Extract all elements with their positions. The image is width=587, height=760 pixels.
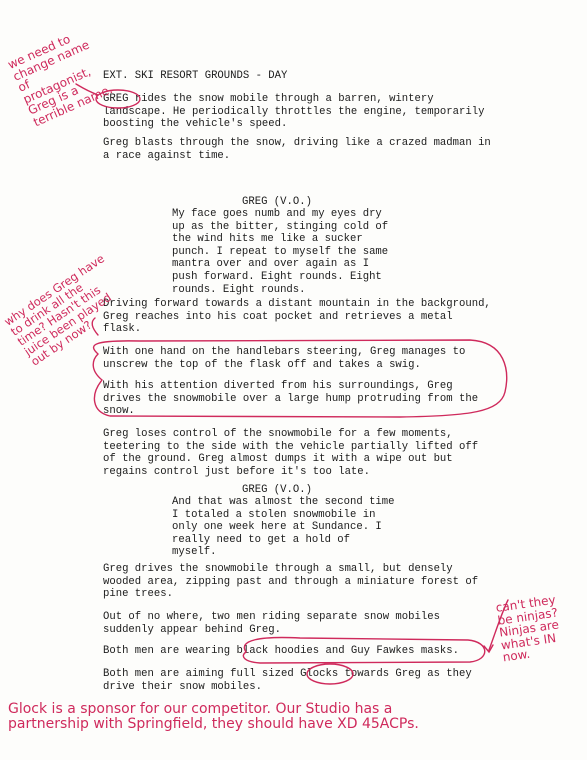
action-paragraph: Driving forward towards a distant mountain in the background, Greg reaches into his coat pocket and retrieves a metal flask. <box>103 298 491 336</box>
annotation-rename-greg: we need to change name of protagonist, Greg is a terrible name. <box>5 31 115 130</box>
circle-glocks <box>307 664 353 684</box>
annotation-drinking: why does Greg have to drink all the time? Hasn't this juice been played out by now? <box>1 250 114 369</box>
action-paragraph: With one hand on the handlebars steering, Greg manages to unscrew the top of the flask off and takes a swig. <box>103 346 466 371</box>
circle-flask-paragraphs <box>93 340 506 417</box>
annotation-glock-sponsor: Glock is a sponsor for our competitor. Our Studio has a partnership with Springfield, they should have XD 45ACPs. <box>8 701 419 732</box>
character-cue: GREG (V.O.) <box>242 484 312 496</box>
action-paragraph: Greg drives the snowmobile through a small, but densely wooded area, zipping past and through a miniature forest of pine trees. <box>103 563 479 601</box>
circle-hoodies-masks <box>243 638 484 663</box>
character-cue: GREG (V.O.) <box>242 196 312 208</box>
action-paragraph: Both men are wearing black hoodies and Guy Fawkes masks. <box>103 645 460 657</box>
scene-heading: EXT. SKI RESORT GROUNDS - DAY <box>103 70 288 82</box>
action-paragraph: GREG rides the snow mobile through a barren, wintery landscape. He periodically throttles the engine, temporarily boosting the vehicle's speed. <box>103 93 485 131</box>
action-paragraph: Out of no where, two men riding separate snow mobiles suddenly appear behind Greg. <box>103 611 440 636</box>
action-paragraph: Greg blasts through the snow, driving like a crazed madman in a race against time. <box>103 137 491 162</box>
action-paragraph: Both men are aiming full sized Glocks towards Greg as they drive their snow mobiles. <box>103 668 472 693</box>
dialogue-block: And that was almost the second time I totaled a stolen snowmobile in only one week here at Sundance. I really need to get a hold of myself. <box>172 496 395 559</box>
action-paragraph: With his attention diverted from his surroundings, Greg drives the snowmobile over a large hump protruding from the snow. <box>103 380 479 418</box>
annotation-ninjas: can't they be ninjas? Ninjas are what's IN now. <box>494 592 560 665</box>
action-paragraph: Greg loses control of the snowmobile for a few moments, teetering to the side with the vehicle partially lifted off of the ground. Greg almost dumps it with a wipe out but regains control just before it's too late. <box>103 428 479 478</box>
dialogue-block: My face goes numb and my eyes dry up as the bitter, stinging cold of the wind hits me like a sucker punch. I repeat to myself the same mantra over and over again as I push forward. Eight rounds. Eight rounds. Eight rounds. <box>172 208 389 296</box>
